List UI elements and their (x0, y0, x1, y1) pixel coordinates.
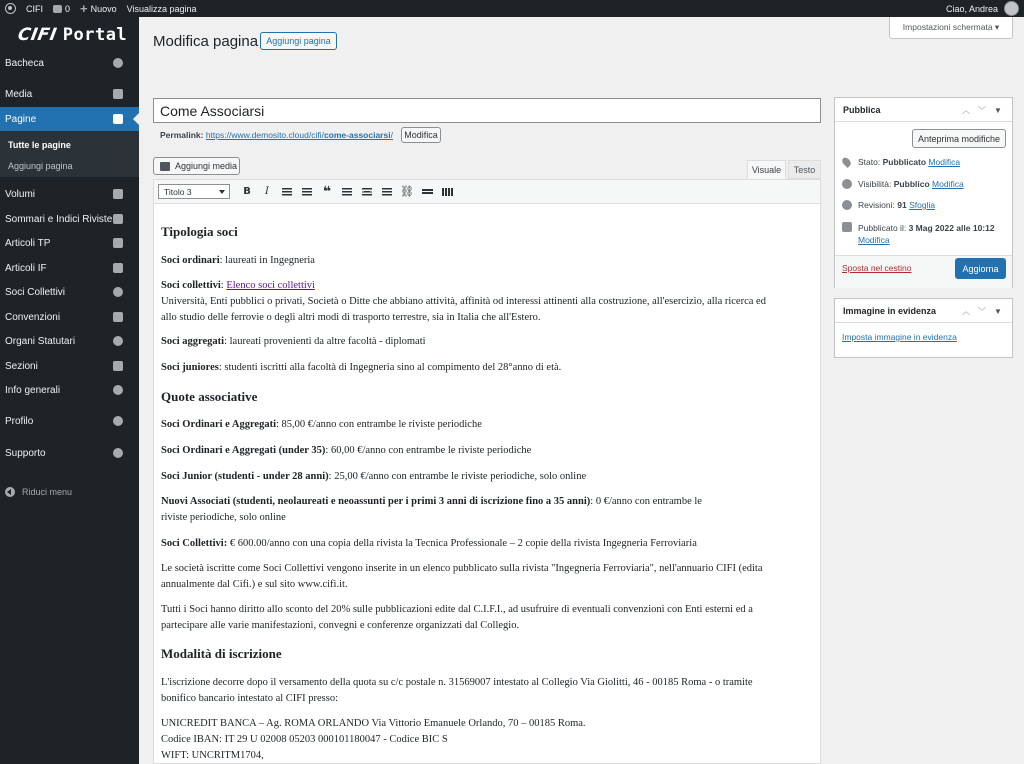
featured-image-title: Immagine in evidenza (835, 299, 1012, 323)
bold-text: Soci ordinari (161, 255, 220, 266)
bullet-list-icon (282, 188, 292, 196)
revisions-row (842, 200, 935, 210)
pin-icon (840, 156, 852, 168)
align-right-icon (382, 188, 392, 196)
permalink-edit-button[interactable]: Modifica (401, 127, 441, 143)
post-title-input[interactable]: Come Associarsi (153, 98, 821, 123)
content-paragraph (161, 494, 811, 526)
sidebar-item-label: Soci Collettivi (5, 286, 66, 298)
content-heading: Tipologia soci (161, 224, 238, 239)
featured-image-box (834, 298, 1013, 358)
published-label: Pubblicato il: (858, 223, 907, 233)
text: : studenti iscritti alla facoltà di Ingegneria sino al compimento del 28°anno di età. (218, 362, 562, 373)
screen-options-button[interactable]: Impostazioni schermata ▾ (889, 17, 1013, 39)
permalink (160, 130, 393, 140)
content-paragraph (161, 253, 811, 269)
logo-mark: CIFI (16, 25, 59, 45)
blockquote-button[interactable] (317, 184, 337, 200)
document-icon (113, 214, 123, 224)
published-value: 3 Mag 2022 alle 10:12 (908, 223, 995, 233)
insert-link-button[interactable] (397, 184, 417, 200)
sidebar-item-pagine[interactable] (0, 107, 139, 131)
network-icon (113, 361, 123, 371)
sidebar-item-info-generali[interactable] (0, 378, 139, 402)
sidebar-item-label: Volumi (5, 188, 36, 200)
sidebar-item-label: Info generali (5, 384, 61, 396)
sidebar-item-sezioni[interactable] (0, 354, 139, 378)
content-paragraph (161, 602, 811, 634)
sidebar-item-media[interactable] (0, 82, 139, 106)
text: Codice IBAN: IT 29 U 02008 05203 000101180047 - Codice BIC S (161, 734, 448, 745)
wordpress-icon (5, 3, 16, 14)
sidebar-item-convenzioni[interactable] (0, 305, 139, 329)
text: Università, Enti pubblici o privati, Società o Ditte che abbiano attività, affinità od interessi attinenti alla costruzione, all'esercizio, alla ricerca ed (161, 296, 766, 307)
numbered-list-button[interactable] (297, 184, 317, 200)
keyboard-icon (442, 188, 453, 196)
content-paragraph (161, 443, 811, 459)
pages-icon (113, 114, 123, 124)
comments-count: 0 (65, 3, 71, 14)
text: annualmente dal Cifi.) e sul sito www.cifi.it. (161, 579, 348, 590)
visibility-edit-link[interactable]: Modifica (932, 179, 964, 189)
publish-box (834, 97, 1013, 288)
link-icon: ⛓ (400, 185, 414, 198)
revisions-value: 91 (897, 200, 907, 210)
sidebar-item-label: Convenzioni (5, 311, 61, 323)
comments-link[interactable] (48, 0, 75, 17)
site-name-link[interactable]: CIFI (26, 3, 43, 14)
collapse-label: Riduci menu (22, 487, 73, 497)
text: : laureati provenienti da altre facoltà - diplomati (224, 336, 426, 347)
sidebar-item-sommari[interactable] (0, 207, 139, 231)
box-controls (958, 305, 1006, 317)
visibility-value: Pubblico (893, 179, 930, 189)
text: bonifico bancario intestato al CIFI presso: (161, 693, 338, 704)
align-left-icon (342, 188, 352, 196)
toggle-icon[interactable]: ▼ (994, 306, 1002, 316)
status-value: Pubblicato (882, 157, 927, 167)
toolbar-toggle-button[interactable] (437, 184, 457, 200)
text: L'iscrizione decorre dopo il versamento della quota su c/c postale n. 31569007 intestato al Collegio Via Giolitti, 46 - 00185 Roma - o tramite (161, 677, 753, 688)
revisions-label: Revisioni: (858, 200, 895, 210)
sidebar-item-label: Media (5, 88, 33, 100)
add-media-label: Aggiungi media (175, 161, 238, 171)
visibility-row (842, 179, 964, 189)
content-paragraph (161, 536, 811, 552)
align-right-button[interactable] (377, 184, 397, 200)
text: Le società iscritte come Soci Collettivi vengono inserite in un elenco pubblicato sulla rivista "Ingegneria Ferroviaria", nell'annuario CIFI (edita (161, 563, 763, 574)
text: : laureati in Ingegneria (219, 255, 315, 266)
content-heading: Modalità di iscrizione (161, 646, 282, 661)
text: : 85,00 €/anno con entrambe le riviste periodiche (276, 419, 482, 430)
collapse-menu-button[interactable] (5, 487, 72, 497)
editor-content[interactable] (153, 204, 821, 764)
user-icon (113, 416, 123, 426)
permalink-label: Permalink: (160, 130, 204, 140)
toggle-icon[interactable]: ▼ (994, 105, 1002, 115)
text: Tutti i Soci hanno diritto allo sconto del 20% sulle pubblicazioni edite dal C.I.F.I., ad usufruire di eventuali convenzioni con Enti esterni ed a (161, 604, 753, 615)
document-icon (113, 263, 123, 273)
comment-icon (53, 5, 62, 13)
view-page-link[interactable]: Visualizza pagina (126, 3, 197, 14)
move-down-icon[interactable]: ﹀ (978, 306, 986, 316)
publish-box-title: Pubblica (835, 98, 1012, 122)
info-icon (113, 385, 123, 395)
content-paragraph (161, 360, 811, 376)
preview-changes-button[interactable]: Anteprima modifiche (912, 129, 1006, 148)
submenu-all-pages[interactable]: Tutte le pagine (8, 140, 71, 150)
add-new-page-button[interactable]: Aggiungi pagina (260, 32, 337, 50)
text: allo studio delle ferrovie o degli altri modi di trasporto terrestre, sia in Italia che all'Estero. (161, 312, 541, 323)
move-up-icon[interactable]: ︿ (962, 306, 970, 316)
sidebar-item-label: Sezioni (5, 360, 38, 372)
text: : (220, 280, 227, 291)
submenu-add-page[interactable]: Aggiungi pagina (8, 161, 73, 171)
sidebar-item-label: Articoli TP (5, 237, 51, 249)
move-down-icon[interactable]: ﹀ (978, 105, 986, 115)
portal-logo[interactable] (0, 17, 139, 53)
help-icon (113, 448, 123, 458)
content-paragraph (161, 334, 811, 350)
sidebar-item-bacheca[interactable] (0, 51, 139, 75)
soci-collettivi-link[interactable]: Elenco soci collettivi (226, 280, 315, 291)
italic-icon: I (265, 186, 269, 197)
text: : 25,00 €/anno con entrambe le riviste periodiche, solo online (328, 471, 587, 482)
align-center-button[interactable] (357, 184, 377, 200)
media-icon (160, 162, 170, 171)
account-menu[interactable] (941, 0, 1024, 17)
quote-icon: ❝ (322, 183, 332, 200)
sidebar-item-label: Organi Statutari (5, 335, 76, 347)
browse-revisions-link[interactable]: Sfoglia (909, 200, 936, 210)
sidebar-item-supporto[interactable] (0, 441, 139, 465)
megaphone-icon (113, 312, 123, 322)
bullet-list-button[interactable] (277, 184, 297, 200)
text: riviste periodiche, solo online (161, 512, 286, 523)
status-label: Stato: (858, 157, 881, 167)
bold-text: Soci collettivi (161, 280, 221, 291)
align-left-button[interactable] (337, 184, 357, 200)
editor-toolbar (153, 179, 821, 204)
plus-icon: + (80, 1, 88, 16)
tab-visual[interactable]: Visuale (747, 160, 786, 179)
page-title: Modifica pagina (153, 33, 259, 50)
italic-button[interactable] (257, 184, 277, 200)
greeting-text: Ciao, Andrea (945, 3, 998, 14)
set-featured-image-link[interactable]: Imposta immagine in evidenza (842, 332, 957, 342)
published-row (842, 222, 995, 246)
text: WIFT: UNCRITM1704, (161, 750, 264, 761)
align-center-icon (362, 188, 372, 196)
permalink-end: / (390, 130, 393, 140)
status-row (842, 157, 960, 167)
move-up-icon[interactable]: ︿ (962, 105, 970, 115)
admin-bar (0, 0, 1024, 17)
sidebar-item-articoli-if[interactable] (0, 256, 139, 280)
published-edit-link[interactable]: Modifica (858, 235, 890, 245)
content-paragraph (161, 469, 811, 485)
sidebar-item-articoli-tp[interactable] (0, 231, 139, 255)
sidebar-item-label: Pagine (5, 113, 37, 125)
admin-sidebar (0, 17, 139, 764)
sidebar-item-soci-collettivi[interactable] (0, 280, 139, 304)
document-icon (113, 238, 123, 248)
media-icon (113, 89, 123, 99)
content-paragraph (161, 675, 811, 707)
bold-text: Soci juniores (161, 362, 219, 373)
sidebar-item-label: Bacheca (5, 57, 44, 69)
content-paragraph (161, 716, 811, 764)
text: partecipare alle varie manifestazioni, convegni e conferenze organizzati dal Collegio. (161, 620, 520, 631)
pages-submenu (0, 131, 139, 177)
sidebar-item-profilo[interactable] (0, 409, 139, 433)
text: : 60,00 €/anno con entrambe le riviste periodiche (325, 445, 532, 456)
text: UNICREDIT BANCA – Ag. ROMA ORLANDO Via Vittorio Emanuele Orlando, 70 – 00185 Roma. (161, 718, 586, 729)
sidebar-item-volumi[interactable] (0, 182, 139, 206)
gear-icon (113, 336, 123, 346)
new-label: Nuovo (90, 3, 117, 14)
avatar (1004, 1, 1019, 16)
sidebar-item-label: Sommari e Indici Riviste (5, 213, 113, 225)
update-button[interactable]: Aggiorna (955, 258, 1006, 279)
eye-icon (842, 179, 852, 189)
tab-text[interactable]: Testo (788, 160, 821, 179)
calendar-icon (842, 222, 852, 232)
bold-text: Soci Ordinari e Aggregati (161, 419, 277, 430)
add-media-button[interactable] (153, 157, 240, 175)
collapse-icon (5, 487, 15, 497)
dashboard-icon (113, 58, 123, 68)
permalink-slug: come-associarsi (323, 130, 391, 140)
content-paragraph (161, 417, 811, 433)
bold-text: Soci Junior (studenti - under 28 anni) (161, 471, 329, 482)
visibility-label: Visibilità: (858, 179, 892, 189)
permalink-link[interactable] (206, 130, 393, 140)
sidebar-item-organi-statutari[interactable] (0, 329, 139, 353)
numbered-list-icon (302, 188, 312, 196)
book-icon (113, 189, 123, 199)
globe-icon (113, 287, 123, 297)
permalink-base: https://www.demosito.cloud/cifi/ (205, 130, 324, 140)
text: € 600.00/anno con una copia della rivista la Tecnica Professionale – 2 copie della rivista Ingegneria Ferroviaria (227, 538, 697, 549)
bold-button[interactable] (237, 184, 257, 200)
text: : 0 €/anno con entrambe le (590, 496, 702, 507)
new-content-link[interactable] (75, 0, 122, 17)
bold-text: Soci Ordinari e Aggregati (under 35) (161, 445, 326, 456)
sidebar-item-label: Articoli IF (5, 262, 47, 274)
sidebar-item-label: Profilo (5, 415, 34, 427)
read-more-icon (422, 189, 433, 194)
status-edit-link[interactable]: Modifica (928, 157, 961, 167)
content-paragraph (161, 278, 811, 326)
bold-icon: B (243, 186, 251, 197)
bold-text: Soci Collettivi: (161, 538, 228, 549)
move-to-trash-link[interactable]: Sposta nel cestino (842, 263, 912, 273)
box-controls (958, 104, 1006, 116)
revisions-icon (842, 200, 852, 210)
sidebar-item-label: Supporto (5, 447, 46, 459)
bold-text: Soci aggregati (161, 336, 225, 347)
read-more-button[interactable] (417, 184, 437, 200)
bold-text: Nuovi Associati (studenti, neolaureati e neoassunti per i primi 3 anni di iscrizione fino a 35 anni) (161, 496, 591, 507)
wordpress-logo-button[interactable] (0, 0, 21, 17)
format-select[interactable]: Titolo 3 (158, 184, 230, 199)
logo-text: Portal (62, 25, 128, 45)
content-paragraph (161, 561, 811, 593)
content-heading: Quote associative (161, 389, 258, 404)
